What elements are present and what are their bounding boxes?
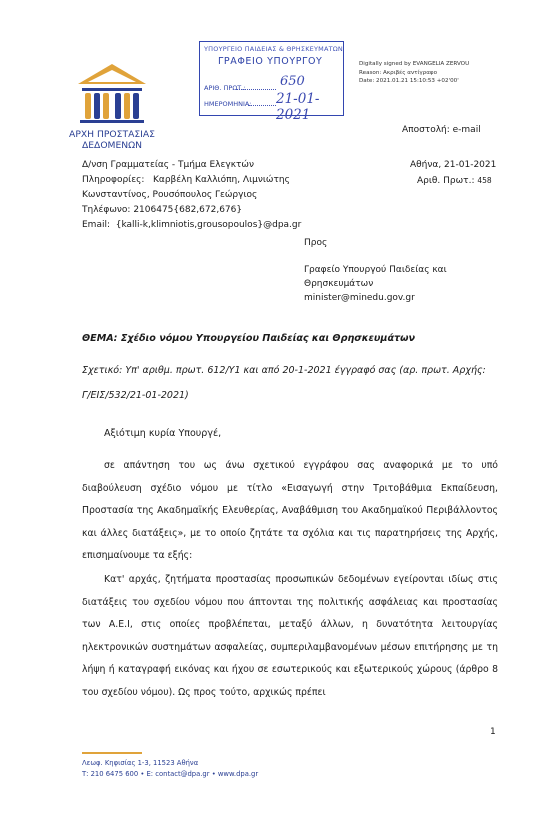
reference-line2: Γ/ΕΙΣ/532/21-01-2021) (82, 390, 189, 401)
sender-dept: Δ/νση Γραμματείας - Τμήμα Ελεγκτών (82, 160, 254, 170)
place-date: Αθήνα, 21-01-2021 (410, 160, 497, 170)
dpa-logo (72, 62, 152, 124)
recipient-block (304, 263, 447, 305)
stamp-protocol-label: ΑΡΙΘ. ΠΡΩΤ.: (204, 84, 246, 92)
recipient-line2: Θρησκευμάτων (304, 279, 374, 289)
digital-signature (359, 60, 469, 86)
stamp-office: ΓΡΑΦΕΙΟ ΥΠΟΥΡΓΟΥ (218, 56, 323, 67)
stamp-protocol-value: 650 (280, 74, 305, 89)
recipient-email[interactable]: minister@minedu.gov.gr (304, 293, 415, 303)
protocol-label: Αριθ. Πρωτ.: (417, 176, 475, 186)
reference-line1: Σχετικό: Υπ' αριθμ. πρωτ. 612/Υ1 και από 20-1-2021 έγγραφό σας (αρ. πρωτ. Αρχής: (82, 365, 486, 376)
subject: ΘΕΜΑ: Σχέδιο νόμου Υπουργείου Παιδείας και Θρησκευμάτων (82, 333, 416, 344)
phone-value: 2106475{682,672,676} (133, 205, 243, 215)
page-number: 1 (490, 727, 496, 737)
salutation: Αξιότιμη κυρία Υπουργέ, (104, 428, 222, 439)
stamp-date-label: ΗΜΕΡΟΜΗΝΙΑ: (204, 100, 252, 108)
org-name-line2: ΔΕΔΟΜΕΝΩΝ (81, 140, 143, 151)
recipient-to: Προς (304, 238, 328, 248)
signature-date: Date: 2021.01.21 15:10:53 +02'00' (359, 78, 459, 84)
protocol-number (417, 176, 492, 186)
signature-reason: Reason: Ακριβές αντίγραφο (359, 69, 438, 76)
ministry-stamp (199, 41, 344, 123)
org-name (58, 129, 166, 151)
recipient-line1: Γραφείο Υπουργού Παιδείας και (304, 265, 447, 275)
stamp-date-value: 21-01-2021 (276, 91, 320, 123)
stamp-ministry: ΥΠΟΥΡΓΕΙΟ ΠΑΙΔΕΙΑΣ & ΘΡΗΣΚΕΥΜΑΤΩΝ (204, 45, 343, 53)
paragraph-2: Κατ' αρχάς, ζητήματα προστασίας προσωπικών δεδομένων εγείρονται ιδίως στις διατάξεις του σχεδίου νόμου που άπτονται της πολιτικής ασφάλειας και προστασίας των Α.Ε.Ι, στις οποίες προβλέπεται, μεταξύ άλλων, η δυνατότητα λειτουργίας ηλεκτρονικών συστημάτων ασφαλείας, συμπεριλαμβανομένων μέσων επιτήρησης με τη λήψη ή καταγραφή εικόνας και ήχου σε εσωτερικούς και εξωτερικούς χώρους (άρθρο 8 του σχεδίου νόμου). Ως προς τούτο, αρχικώς πρέπει (82, 574, 498, 698)
paragraph-1: σε απάντηση του ως άνω σχετικού εγγράφου σας αναφορικά με το υπό διαβούλευση σχέδιο νόμου με τίτλο «Εισαγωγή στην Τριτοβάθμια Εκπαίδευση, Προστασία της Ακαδημαϊκής Ελευθερίας, Αναβάθμιση του Ακαδημαϊκού Περιβάλλοντος και άλλες διατάξεις», με το οποίο ζητάτε τα σχόλια και τις παρατηρήσεις της Αρχής, επισημαίνουμε τα εξής: (82, 460, 498, 561)
signature-signer: Digitally signed by EVANGELIA ZERVOU (359, 61, 470, 67)
footer (82, 758, 258, 779)
phone-label: Τηλέφωνο: (82, 205, 131, 215)
dispatch-method: Αποστολή: e-mail (402, 125, 481, 135)
footer-contact: Τ: 210 6475 600 • E: contact@dpa.gr • www.dpa.gr (82, 769, 259, 778)
email-value[interactable]: {kalli-k,klimniotis,grousopoulos}@dpa.gr (115, 220, 302, 230)
reference (82, 358, 502, 408)
protocol-value: 458 (477, 176, 492, 185)
sender-block (82, 158, 301, 233)
footer-address: Λεωφ. Κηφισίας 1-3, 11523 Αθήνα (82, 759, 199, 767)
info-label: Πληροφορίες: (82, 175, 145, 185)
email-label: Email: (82, 220, 111, 230)
info-value: Καρβέλη Καλλιόπη, Λιμνιώτης (153, 175, 290, 185)
org-name-line1: ΑΡΧΗ ΠΡΟΣΤΑΣΙΑΣ (69, 129, 155, 140)
info-value-2: Κωνσταντίνος, Ρουσόπουλος Γεώργιος (82, 190, 258, 200)
footer-rule (82, 752, 142, 754)
